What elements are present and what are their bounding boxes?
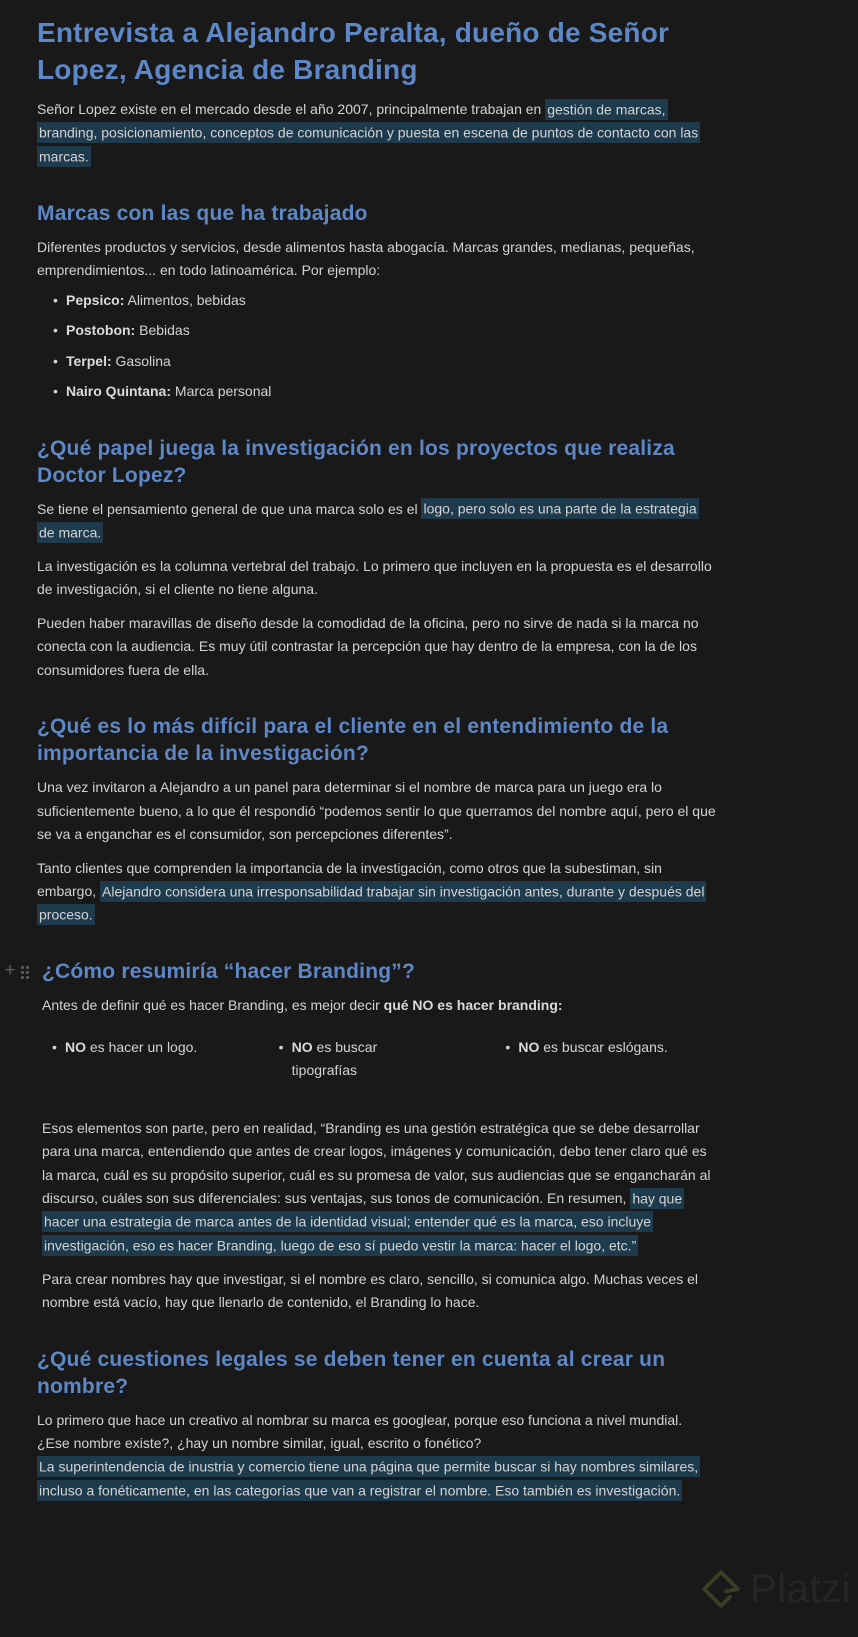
paragraph bbox=[37, 857, 716, 928]
highlighted-text: gestión de marcas, branding, posicionamiento, conceptos de comunicación y puesta en escena de puntos de contacto con las marcas. bbox=[37, 99, 700, 167]
list-item bbox=[53, 350, 716, 374]
highlighted-text: Alejandro considera una irresponsabilidad trabajar sin investigación antes, durante y después del proceso. bbox=[37, 881, 706, 926]
text-segment: Alimentos, bebidas bbox=[124, 291, 246, 308]
text-segment: Pepsico: bbox=[66, 291, 125, 308]
text-segment: Para crear nombres hay que investigar, si el nombre es claro, sencillo, si comunica algo. Muchas veces el nombre está vacío, hay que llenarlo de contenido, el Branding lo hace. bbox=[42, 1270, 698, 1310]
bullet-icon: • bbox=[53, 383, 58, 399]
text-segment: Nairo Quintana: bbox=[66, 383, 172, 399]
intro-paragraph bbox=[37, 98, 716, 169]
bullet-icon: • bbox=[53, 322, 58, 338]
platzi-watermark bbox=[700, 1564, 851, 1614]
paragraph bbox=[37, 498, 716, 545]
highlighted-text: hay que hacer una estrategia de marca antes de la identidad visual; entender qué es la marca, eso incluye investigación, eso es hacer Branding, luego de eso sí puedo vestir la marca: hacer el logo, etc.” bbox=[42, 1188, 684, 1256]
brand-list bbox=[37, 289, 716, 404]
text-segment: Gasolina bbox=[111, 352, 171, 369]
column-item bbox=[505, 1036, 716, 1083]
section-heading-marcas: Marcas con las que ha trabajado bbox=[37, 201, 368, 225]
text-segment: NO bbox=[65, 1038, 86, 1055]
list-item-text bbox=[518, 1036, 667, 1083]
paragraph bbox=[37, 555, 716, 602]
paragraph bbox=[42, 1117, 716, 1258]
text-segment: es hacer un logo. bbox=[86, 1038, 198, 1055]
text-segment: Pueden haber maravillas de diseño desde la comodidad de la oficina, pero no sirve de nada si la marca no conecta con la audiencia. Es muy útil contrastar la percepción que hay dentro de la empresa, con la de los consumidores fuera de ella. bbox=[37, 614, 699, 678]
paragraph bbox=[37, 1409, 716, 1503]
paragraph bbox=[37, 236, 716, 283]
text-segment: La investigación es la columna vertebral del trabajo. Lo primero que incluyen en la propuesta es el desarrollo de investigación, si el cliente no tiene alguna. bbox=[37, 557, 712, 597]
bullet-icon: • bbox=[53, 291, 58, 308]
platzi-logo-icon bbox=[700, 1564, 742, 1614]
three-column-list bbox=[42, 1036, 716, 1083]
drag-handle-icon[interactable] bbox=[21, 966, 31, 980]
add-block-button[interactable]: + bbox=[4, 960, 16, 981]
branding-section bbox=[4, 958, 716, 1315]
list-item-text bbox=[292, 1036, 378, 1083]
paragraph bbox=[42, 994, 716, 1018]
text-segment: Marca personal bbox=[171, 383, 272, 399]
column-item bbox=[279, 1036, 490, 1083]
list-item-text bbox=[66, 350, 171, 374]
text-segment: Una vez invitaron a Alejandro a un panel para determinar si el nombre de marca para un juego era lo suficientemente bueno, a lo que él respondió “podemos sentir lo que querramos del nombre aquí, pero el que se va a enganchar es el consumidor, son percepciones diferentes”. bbox=[37, 779, 716, 842]
text-segment: Diferentes productos y servicios, desde alimentos hasta abogacía. Marcas grandes, medianas, pequeñas, emprendimientos... en todo latinoamérica. Por ejemplo: bbox=[37, 238, 695, 278]
section-heading-investigacion: ¿Qué papel juega la investigación en los proyectos que realiza Doctor Lopez? bbox=[37, 436, 675, 487]
text-segment: es buscar bbox=[312, 1038, 378, 1055]
text-segment: Lo primero que hace un creativo al nombrar su marca es googlear, porque eso funciona a nivel mundial. ¿Ese nombre existe?, ¿hay un nombre similar, igual, escrito o fonético? bbox=[37, 1411, 683, 1451]
text-segment: Bebidas bbox=[135, 322, 190, 338]
list-item bbox=[53, 289, 716, 313]
list-item-text bbox=[66, 289, 246, 313]
list-item-text bbox=[66, 319, 190, 343]
bullet-icon: • bbox=[505, 1038, 511, 1055]
text-segment: NO bbox=[518, 1038, 540, 1055]
text-segment: tipografías bbox=[291, 1062, 358, 1078]
text-segment: Esos elementos son parte, pero en realidad, “Branding es una gestión estratégica que se debe desarrollar para una marca, entendiendo que antes de crear logos, imágenes y comunicación, debo tener claro qué es la marca, cuál es su propósito superior, cuál es su promesa de valor, sus audiencias que se engancharán al discurso, cuáles son sus diferenciales: sus ventajas, sus tonos de comunicación. En resumen, bbox=[42, 1119, 711, 1206]
text-segment: Antes de definir qué es hacer Branding, es mejor decir bbox=[42, 997, 384, 1013]
bullet-icon: • bbox=[52, 1038, 57, 1055]
text-segment: Tanto clientes que comprenden la importancia de la investigación, como otros que la subestiman, sin embargo, bbox=[37, 859, 662, 899]
section-heading-resumiria: ¿Cómo resumiría “hacer Branding”? bbox=[42, 960, 416, 983]
text-segment: Postobon: bbox=[66, 322, 136, 338]
paragraph bbox=[37, 776, 716, 847]
text-segment: Señor Lopez existe en el mercado desde el año 2007, principalmente trabajan en bbox=[37, 101, 546, 117]
column-item bbox=[52, 1036, 263, 1083]
text-segment: qué NO es hacer branding: bbox=[383, 997, 563, 1013]
page-title: Entrevista a Alejandro Peralta, dueño de Señor Lopez, Agencia de Branding bbox=[37, 17, 670, 85]
heading-row bbox=[4, 958, 716, 985]
platzi-watermark-text: Platzi bbox=[750, 1567, 851, 1611]
text-segment: es buscar eslógans. bbox=[539, 1038, 668, 1055]
text-segment: Se tiene el pensamiento general de que una marca solo es el bbox=[37, 500, 422, 517]
list-item-text bbox=[66, 380, 271, 404]
section-heading-dificil: ¿Qué es lo más difícil para el cliente en el entendimiento de la importancia de la investigación? bbox=[37, 715, 669, 765]
highlighted-text: logo, pero solo es una parte de la estrategia de marca. bbox=[37, 498, 699, 543]
list-item bbox=[53, 380, 716, 404]
text-segment: Terpel: bbox=[66, 352, 112, 369]
highlighted-text: La superintendencia de inustria y comercio tiene una página que permite buscar si hay nombres similares, incluso a fonéticamente, en las categorías que van a registrar el nombre. Eso también es investigación. bbox=[37, 1456, 700, 1501]
paragraph bbox=[37, 612, 716, 683]
section-heading-legales: ¿Qué cuestiones legales se deben tener en cuenta al crear un nombre? bbox=[37, 1347, 666, 1398]
paragraph bbox=[42, 1268, 716, 1315]
list-item bbox=[53, 319, 716, 343]
text-segment: NO bbox=[291, 1038, 313, 1055]
bullet-icon: • bbox=[53, 352, 58, 369]
list-item-text bbox=[65, 1036, 197, 1083]
bullet-icon: • bbox=[278, 1038, 284, 1055]
